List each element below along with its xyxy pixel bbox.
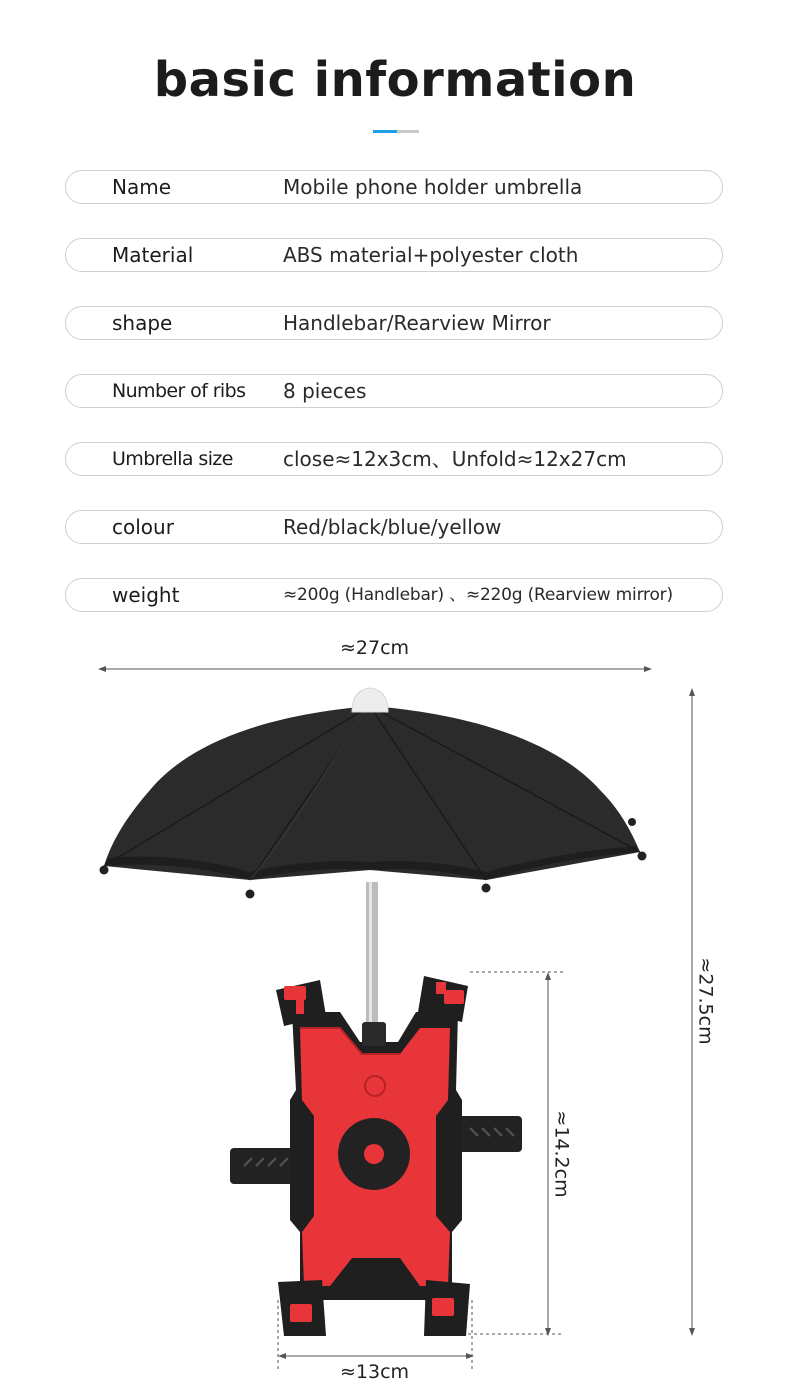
spec-value: Red/black/blue/yellow bbox=[283, 515, 502, 539]
spec-label: weight bbox=[112, 583, 180, 607]
dimension-umbrella-width: ≈27cm bbox=[340, 637, 410, 659]
spec-value: 8 pieces bbox=[283, 379, 367, 403]
dimension-line-holder-height bbox=[468, 972, 564, 1336]
spec-value: ≈200g (Handlebar) 、≈220g (Rearview mirror) bbox=[283, 585, 673, 605]
spec-value: Handlebar/Rearview Mirror bbox=[283, 311, 551, 335]
spec-value: close≈12x3cm、Unfold≈12x27cm bbox=[283, 447, 627, 471]
spec-label: Umbrella size bbox=[112, 448, 233, 470]
spec-value: Mobile phone holder umbrella bbox=[283, 175, 583, 199]
spec-label: shape bbox=[112, 311, 173, 335]
umbrella-canopy bbox=[100, 688, 647, 899]
dimension-holder-height: ≈14.2cm bbox=[550, 1110, 573, 1198]
dimension-holder-width: ≈13cm bbox=[340, 1361, 410, 1383]
phone-holder bbox=[276, 976, 470, 1336]
dimension-total-height: ≈27.5cm bbox=[694, 957, 717, 1045]
spec-value: ABS material+polyester cloth bbox=[283, 243, 579, 267]
page-title: basic information bbox=[153, 52, 637, 108]
spec-label: Name bbox=[112, 175, 172, 199]
spec-label: Material bbox=[112, 243, 194, 267]
dimension-line-width bbox=[98, 666, 652, 672]
spec-label: Number of ribs bbox=[112, 380, 246, 402]
dimension-line-total-height bbox=[689, 688, 695, 1336]
spec-label: colour bbox=[112, 515, 174, 539]
